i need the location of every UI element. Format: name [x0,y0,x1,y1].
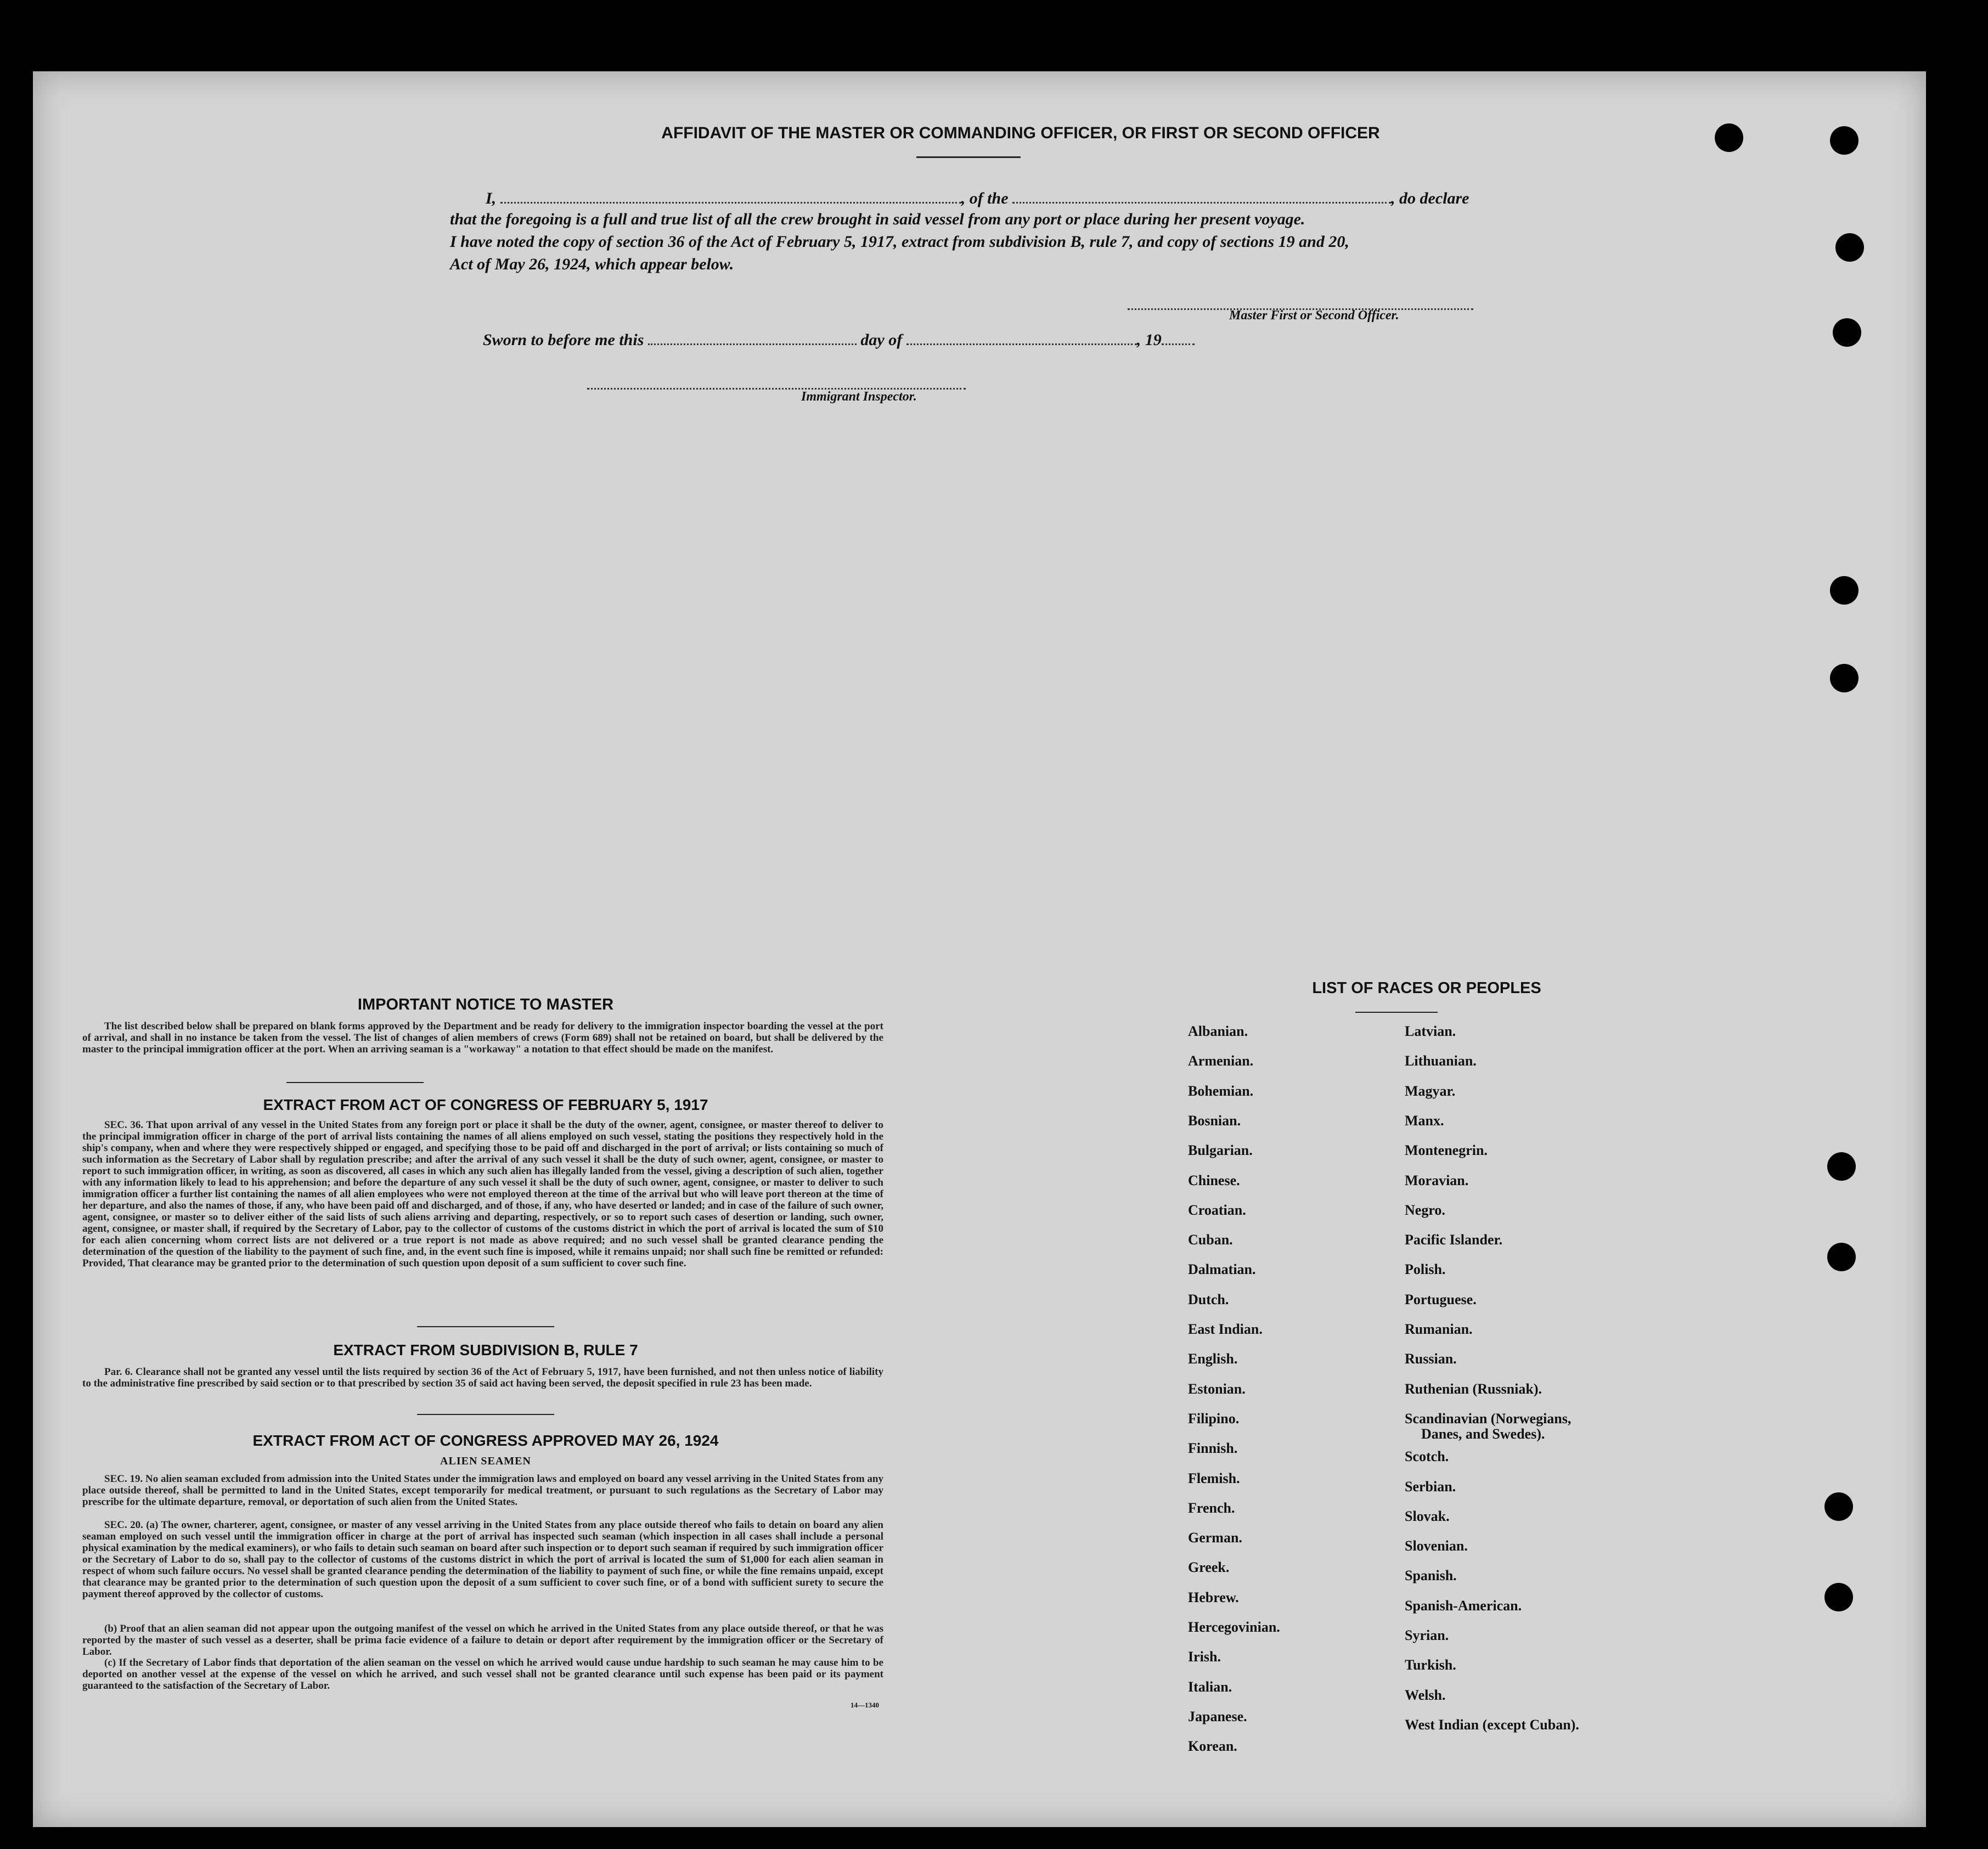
race-item: Filipino. [1188,1410,1240,1427]
punch-hole [1827,1243,1856,1271]
rule-7-body: Par. 6. Clearance shall not be granted any vessel until the lists required by section 36 of the Act of February 5, 1917, have been furnished, and not then unless notice of liability to the administrative fine prescribed by said section or to that prescribed by section 35 of said act having been served, the deposit specified in rule 23 has been made. [82,1366,883,1389]
sworn-year-field[interactable] [1162,329,1195,345]
notice-body: The list described below shall be prepared on blank forms approved by the Department and be ready for delivery to the immigration inspector boarding the vessel at the port of arrival, and shall in no instance be taken from the vessel. The list of changes of alien members of crews (Form 689) shall not be retained on board, but shall be delivered by the master to the principal immigration officer at the port. When an arriving seaman is a "workaway" a notation to that effect should be made on the manifest. [82,1021,883,1055]
extract-1917-body: SEC. 36. That upon arrival of any vessel in the United States from any foreign port or place it shall be the duty of the owner, agent, consignee, or master thereof to deliver to the principal immigration officer in charge of the port of arrival lists containing the names of all aliens employed on such vessel, stating the positions they respectively hold in the ship's company, when and where they were respectively shipped or engaged, and specifying those to be paid off and discharged in the port of arrival; or lists containing so much of such information as the Secretary of Labor shall by regulation prescribe; and after the arrival of any such vessel it shall be the duty of such owner, agent, consignee, or master to report to such immigration officer, in writing, as soon as discovered, all cases in which any such alien has illegally landed from the vessel, giving a description of such alien, together with any information likely to lead to his apprehension; and before the departure of any such vessel it shall be the duty of such owner, agent, consignee, or master to deliver to such immigration officer a further list containing the names of all alien employees who were not employed thereon at the time of the arrival but who will leave port thereon at the time of her departure, and also the names of those, if any, who have been paid off and discharged, and of those, if any, who have deserted or landed; and in case of the failure of such owner, agent, consignee, or master so to deliver either of the said lists of such aliens arriving and departing, respectively, or so to report such cases of desertion or landing, such owner, agent, consignee, or master shall, if required by the Secretary of Labor, pay to the collector of customs of the customs district in which the port of arrival is located the sum of $10 for each alien concerning whom correct lists are not delivered or a true report is not made as above required; and no such vessel shall be granted clearance pending the determination of the question of the liability to the payment of such fine, and, in the event such fine is imposed, while it remains unpaid; nor shall such fine be remitted or refunded: Provided, That clearance may be granted prior to the determination of such question upon deposit of a sum sufficient to cover such fine. [82,1119,883,1269]
race-item: Bohemian. [1188,1083,1254,1099]
extract-1924-sec20c: (c) If the Secretary of Labor finds that deportation of the alien seaman on the vessel on which he arrived would cause undue hardship to such seaman he may cause him to be deported on another vessel at the expense of the vessel on which he arrived, and such vessel shall not be granted clearance until such expense has been paid or its payment guaranteed to the satisfaction of the Secretary of Labor. [82,1657,883,1692]
race-item: Armenian. [1188,1053,1254,1069]
race-item: Welsh. [1405,1687,1446,1703]
race-item: Bulgarian. [1188,1142,1253,1159]
notice-title: IMPORTANT NOTICE TO MASTER [357,996,614,1013]
affidavit-line-2: that the foregoing is a full and true list of all the crew brought in said vessel from any port or place during her present voyage. [450,210,1305,228]
inspector-signature-label: Immigrant Inspector. [801,390,917,404]
race-item: Rumanian. [1405,1321,1473,1337]
race-item: French. [1188,1500,1235,1516]
race-item: Chinese. [1188,1172,1240,1188]
race-item: Turkish. [1405,1657,1456,1673]
affidavit-line-3: I have noted the copy of section 36 of the Act of February 5, 1917, extract from subdivision B, rule 7, and copy of sections 19 and 20, [450,233,1349,251]
extract-1924-sec19: SEC. 19. No alien seaman excluded from admission into the United States under the immigration laws and employed on board any vessel arriving in the United States from any place outside thereof, shall be permitted to land in the United States, except temporarily for medical treatment, or pursuant to such regulations as the Secretary of Labor may prescribe for the ultimate departure, removal, or deportation of such alien from the United States. [82,1473,883,1508]
race-item: West Indian (except Cuban). [1405,1716,1579,1733]
race-item: Korean. [1188,1738,1237,1755]
affidavit-line-4: Act of May 26, 1924, which appear below. [450,255,734,273]
race-item: Ruthenian (Russniak). [1405,1380,1542,1397]
race-item: Croatian. [1188,1202,1246,1218]
race-item: Portuguese. [1405,1291,1477,1307]
document-sheet [33,71,1926,1827]
do-declare-label: , do declare [1391,189,1469,207]
race-item: German. [1188,1530,1242,1546]
race-item: Lithuanian. [1405,1053,1477,1069]
rule-7-title: EXTRACT FROM SUBDIVISION B, RULE 7 [333,1341,638,1358]
section-divider [286,1082,424,1083]
sworn-month-field[interactable] [906,329,1137,345]
extract-1924-title: EXTRACT FROM ACT OF CONGRESS APPROVED MAY 26, 1924 [252,1432,719,1449]
title-divider [916,156,1021,158]
sworn-label: Sworn to before me this [483,331,644,349]
punch-hole [1835,233,1864,262]
race-item: Dutch. [1188,1291,1229,1307]
race-item: Flemish. [1188,1470,1240,1486]
race-item: Scandinavian (Norwegians, [1405,1410,1572,1427]
race-item: Scotch. [1405,1448,1449,1465]
vessel-name-field[interactable] [1012,188,1391,204]
punch-hole [1827,1152,1856,1181]
section-divider [417,1326,554,1327]
form-number: 14—1340 [851,1701,879,1709]
race-item: Serbian. [1405,1478,1456,1495]
race-item: Pacific Islander. [1405,1232,1503,1248]
punch-hole [1715,123,1743,152]
year-label: , 19 [1136,331,1162,349]
race-item: Irish. [1188,1649,1221,1665]
race-item: Syrian. [1405,1627,1449,1643]
race-item: Greek. [1188,1559,1230,1576]
race-item: English. [1188,1351,1238,1367]
race-item: Slovak. [1405,1508,1450,1524]
race-item: Moravian. [1405,1172,1469,1188]
race-item: Magyar. [1405,1083,1456,1099]
race-item: Italian. [1188,1678,1232,1695]
race-item: Spanish-American. [1405,1597,1522,1614]
races-title: LIST OF RACES OR PEOPLES [1312,979,1541,997]
race-item: Russian. [1405,1351,1457,1367]
race-item: Albanian. [1188,1023,1248,1039]
of-the-label: , of the [961,189,1009,207]
race-item: Negro. [1405,1202,1445,1218]
affiant-prefix: I, [486,189,497,207]
race-item: Finnish. [1188,1440,1238,1457]
punch-hole [1830,126,1859,155]
sworn-line [483,329,1195,349]
race-item: Bosnian. [1188,1112,1241,1129]
race-item: Manx. [1405,1112,1444,1129]
race-item: Slovenian. [1405,1538,1468,1554]
punch-hole [1833,318,1861,347]
master-signature-label: Master First or Second Officer. [1229,308,1399,323]
affidavit-line-1 [486,188,1469,208]
race-item: Hercegovinian. [1188,1619,1280,1635]
punch-hole [1824,1583,1853,1611]
day-of-label: day of [860,331,903,349]
affiant-name-field[interactable] [500,188,961,204]
race-item: Cuban. [1188,1232,1233,1248]
punch-hole [1824,1492,1853,1521]
extract-1924-sec20b: (b) Proof that an alien seaman did not appear upon the outgoing manifest of the vessel on which he arrived in the United States from any place outside thereof, or that he was reported by the master of such vessel as a deserter, shall be prima facie evidence of a failure to detain or deport after requirement by the immigration officer or the Secretary of Labor. [82,1623,883,1658]
sworn-day-field[interactable] [648,329,857,345]
race-item: Estonian. [1188,1380,1246,1397]
extract-1924-sec20a: SEC. 20. (a) The owner, charterer, agent, consignee, or master of any vessel arriving in the United States from any place outside thereof who fails to detain on board any alien seaman employed on such vessel until the immigration officer in charge at the port of arrival has inspected such seaman (which inspection in all cases shall include a personal physical examination by the medical examiners), or who fails to detain such seaman on board after such inspection or to deport such seaman if required by such immigration officer or the Secretary of Labor to do so, shall pay to the collector of customs of the customs district in which the port of arrival is located the sum of $1,000 for each alien seaman in respect of whom such failure occurs. No vessel shall be granted clearance pending the determination of the liability to payment of such fine, or while the fine remains unpaid, except that clearance may be granted prior to the determination of such question upon the deposit of a sum sufficient to cover such fine, or of a bond with sufficient surety to secure the payment thereof approved by the collector of customs. [82,1519,883,1600]
race-item: Polish. [1405,1261,1446,1278]
punch-hole [1830,664,1859,692]
punch-hole [1830,576,1859,605]
race-item: Latvian. [1405,1023,1456,1039]
extract-1917-title: EXTRACT FROM ACT OF CONGRESS OF FEBRUARY 5, 1917 [263,1096,708,1113]
affidavit-title: AFFIDAVIT OF THE MASTER OR COMMANDING OFFICER, OR FIRST OR SECOND OFFICER [661,124,1380,142]
race-item: Danes, and Swedes). [1421,1425,1545,1442]
race-item: Japanese. [1188,1708,1247,1724]
alien-seamen-subtitle: ALIEN SEAMEN [440,1455,531,1467]
race-item: Dalmatian. [1188,1261,1256,1278]
races-title-divider [1355,1012,1438,1013]
race-item: Hebrew. [1188,1589,1239,1605]
race-item: East Indian. [1188,1321,1263,1337]
race-item: Spanish. [1405,1568,1457,1584]
section-divider [417,1414,554,1415]
race-item: Montenegrin. [1405,1142,1488,1159]
